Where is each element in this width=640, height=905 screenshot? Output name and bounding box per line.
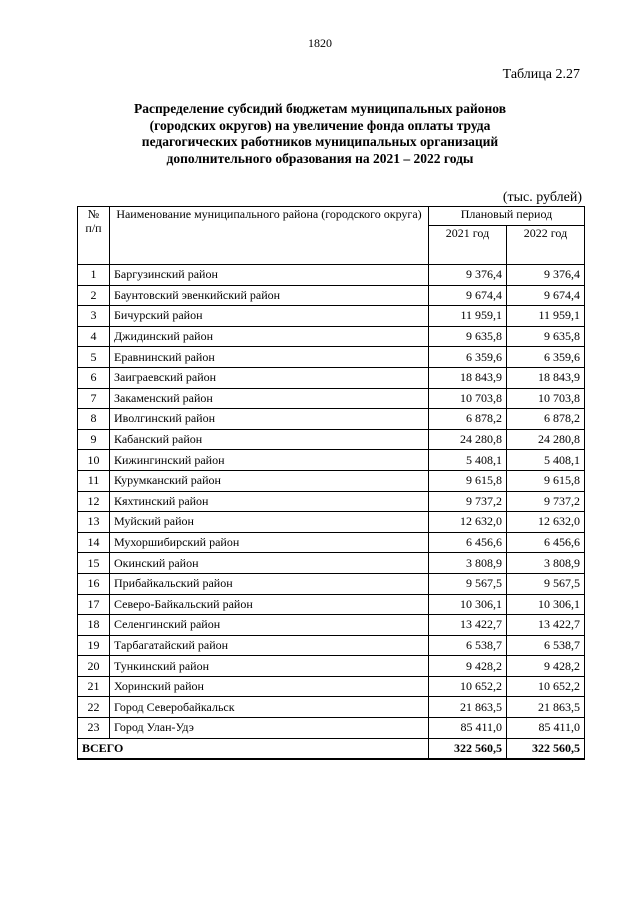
table-row: [78, 697, 585, 718]
title-line: педагогических работников муниципальных организаций: [141, 134, 499, 149]
row-value-2022: 9 376,4: [507, 265, 585, 286]
row-number: 13: [78, 512, 110, 533]
row-value-2021: 12 632,0: [429, 512, 507, 533]
row-name: Хоринский район: [110, 676, 429, 697]
row-name: Кяхтинский район: [110, 491, 429, 512]
row-number: 15: [78, 553, 110, 574]
row-name: Прибайкальский район: [110, 573, 429, 594]
title-line: дополнительного образования на 2021 – 2022 годы: [166, 150, 474, 166]
row-value-2022: 10 306,1: [507, 594, 585, 615]
table-row: [78, 594, 585, 615]
row-number: 11: [78, 470, 110, 491]
row-name: Еравнинский район: [110, 347, 429, 368]
table-row: [78, 656, 585, 677]
row-name: Джидинский район: [110, 326, 429, 347]
header-planned-period: Плановый период: [429, 207, 585, 226]
row-number: 6: [78, 367, 110, 388]
row-name: Северо-Байкальский район: [110, 594, 429, 615]
title-line: (городских округов) на увеличение фонда оплаты труда: [149, 117, 491, 133]
row-value-2022: 11 959,1: [507, 306, 585, 327]
header-year-2021: 2021 год: [429, 226, 507, 265]
row-name: Город Северобайкальск: [110, 697, 429, 718]
row-value-2022: 18 843,9: [507, 367, 585, 388]
row-name: Муйский район: [110, 512, 429, 533]
row-name: Окинский район: [110, 553, 429, 574]
table-row: [78, 512, 585, 533]
row-number: 1: [78, 265, 110, 286]
row-name: Тункинский район: [110, 656, 429, 677]
row-value-2021: 9 615,8: [429, 470, 507, 491]
total-value-2022: 322 560,5: [507, 738, 585, 759]
header-name: Наименование муниципального района (городского округа): [110, 207, 429, 265]
row-number: 21: [78, 676, 110, 697]
table-row: [78, 615, 585, 636]
table-row: [78, 388, 585, 409]
row-value-2022: 85 411,0: [507, 718, 585, 739]
table-row: [78, 429, 585, 450]
row-value-2021: 9 428,2: [429, 656, 507, 677]
row-number: 17: [78, 594, 110, 615]
table-row: [78, 553, 585, 574]
row-value-2021: 6 878,2: [429, 409, 507, 430]
row-number: 2: [78, 285, 110, 306]
row-name: Курумканский район: [110, 470, 429, 491]
row-value-2022: 12 632,0: [507, 512, 585, 533]
row-value-2021: 3 808,9: [429, 553, 507, 574]
table-body: [78, 265, 585, 759]
row-value-2021: 10 306,1: [429, 594, 507, 615]
subsidy-table: [77, 206, 585, 760]
row-name: Город Улан-Удэ: [110, 718, 429, 739]
table-row: [78, 491, 585, 512]
row-name: Тарбагатайский район: [110, 635, 429, 656]
row-value-2021: 13 422,7: [429, 615, 507, 636]
row-number: 22: [78, 697, 110, 718]
row-number: 18: [78, 615, 110, 636]
row-value-2021: 24 280,8: [429, 429, 507, 450]
row-value-2021: 11 959,1: [429, 306, 507, 327]
row-value-2022: 10 652,2: [507, 676, 585, 697]
row-value-2022: 9 737,2: [507, 491, 585, 512]
row-name: Закаменский район: [110, 388, 429, 409]
row-number: 4: [78, 326, 110, 347]
row-name: Кижингинский район: [110, 450, 429, 471]
table-row: [78, 635, 585, 656]
row-value-2022: 9 635,8: [507, 326, 585, 347]
row-name: Заиграевский район: [110, 367, 429, 388]
row-value-2022: 9 615,8: [507, 470, 585, 491]
row-number: 10: [78, 450, 110, 471]
row-value-2021: 9 674,4: [429, 285, 507, 306]
page-number: 1820: [308, 36, 332, 50]
row-value-2021: 9 635,8: [429, 326, 507, 347]
row-name: Иволгинский район: [110, 409, 429, 430]
row-value-2022: 9 674,4: [507, 285, 585, 306]
total-row: [78, 738, 585, 759]
row-name: Мухоршибирский район: [110, 532, 429, 553]
row-number: 14: [78, 532, 110, 553]
units-note: (тыс. рублей): [502, 190, 582, 205]
title-line: Распределение субсидий бюджетам муниципальных районов: [133, 101, 507, 116]
table-row: [78, 285, 585, 306]
table-row: [78, 367, 585, 388]
table-row: [78, 306, 585, 327]
row-value-2022: 24 280,8: [507, 429, 585, 450]
row-value-2021: 6 456,6: [429, 532, 507, 553]
row-value-2022: 9 428,2: [507, 656, 585, 677]
row-value-2022: 13 422,7: [507, 615, 585, 636]
table-row: [78, 718, 585, 739]
document-title: [95, 101, 545, 167]
row-value-2022: 21 863,5: [507, 697, 585, 718]
row-name: Баунтовский эвенкийский район: [110, 285, 429, 306]
row-value-2021: 6 359,6: [429, 347, 507, 368]
row-name: Селенгинский район: [110, 615, 429, 636]
table-row: [78, 676, 585, 697]
table-label: Таблица 2.27: [502, 67, 580, 82]
table-row: [78, 409, 585, 430]
row-value-2021: 10 703,8: [429, 388, 507, 409]
row-value-2021: 9 737,2: [429, 491, 507, 512]
row-number: 3: [78, 306, 110, 327]
row-name: Бичурский район: [110, 306, 429, 327]
table-row: [78, 470, 585, 491]
total-value-2021: 322 560,5: [429, 738, 507, 759]
row-value-2021: 9 376,4: [429, 265, 507, 286]
row-number: 20: [78, 656, 110, 677]
row-number: 12: [78, 491, 110, 512]
table-row: [78, 347, 585, 368]
row-number: 5: [78, 347, 110, 368]
row-name: Кабанский район: [110, 429, 429, 450]
row-value-2022: 9 567,5: [507, 573, 585, 594]
header-year-2022: 2022 год: [507, 226, 585, 265]
row-value-2021: 85 411,0: [429, 718, 507, 739]
row-number: 9: [78, 429, 110, 450]
row-value-2021: 9 567,5: [429, 573, 507, 594]
row-value-2022: 5 408,1: [507, 450, 585, 471]
row-value-2021: 21 863,5: [429, 697, 507, 718]
table-row: [78, 532, 585, 553]
row-name: Баргузинский район: [110, 265, 429, 286]
total-label: ВСЕГО: [78, 738, 429, 759]
table-row: [78, 326, 585, 347]
row-number: 7: [78, 388, 110, 409]
table-row: [78, 573, 585, 594]
row-value-2021: 18 843,9: [429, 367, 507, 388]
row-value-2022: 6 878,2: [507, 409, 585, 430]
row-value-2022: 6 359,6: [507, 347, 585, 368]
row-value-2022: 6 538,7: [507, 635, 585, 656]
row-number: 8: [78, 409, 110, 430]
table-row: [78, 450, 585, 471]
row-value-2022: 6 456,6: [507, 532, 585, 553]
row-value-2022: 3 808,9: [507, 553, 585, 574]
row-value-2022: 10 703,8: [507, 388, 585, 409]
table-header-row: [78, 207, 585, 226]
row-number: 19: [78, 635, 110, 656]
row-value-2021: 5 408,1: [429, 450, 507, 471]
table-row: [78, 265, 585, 286]
row-number: 23: [78, 718, 110, 739]
row-number: 16: [78, 573, 110, 594]
header-number: № п/п: [78, 207, 110, 265]
row-value-2021: 6 538,7: [429, 635, 507, 656]
row-value-2021: 10 652,2: [429, 676, 507, 697]
